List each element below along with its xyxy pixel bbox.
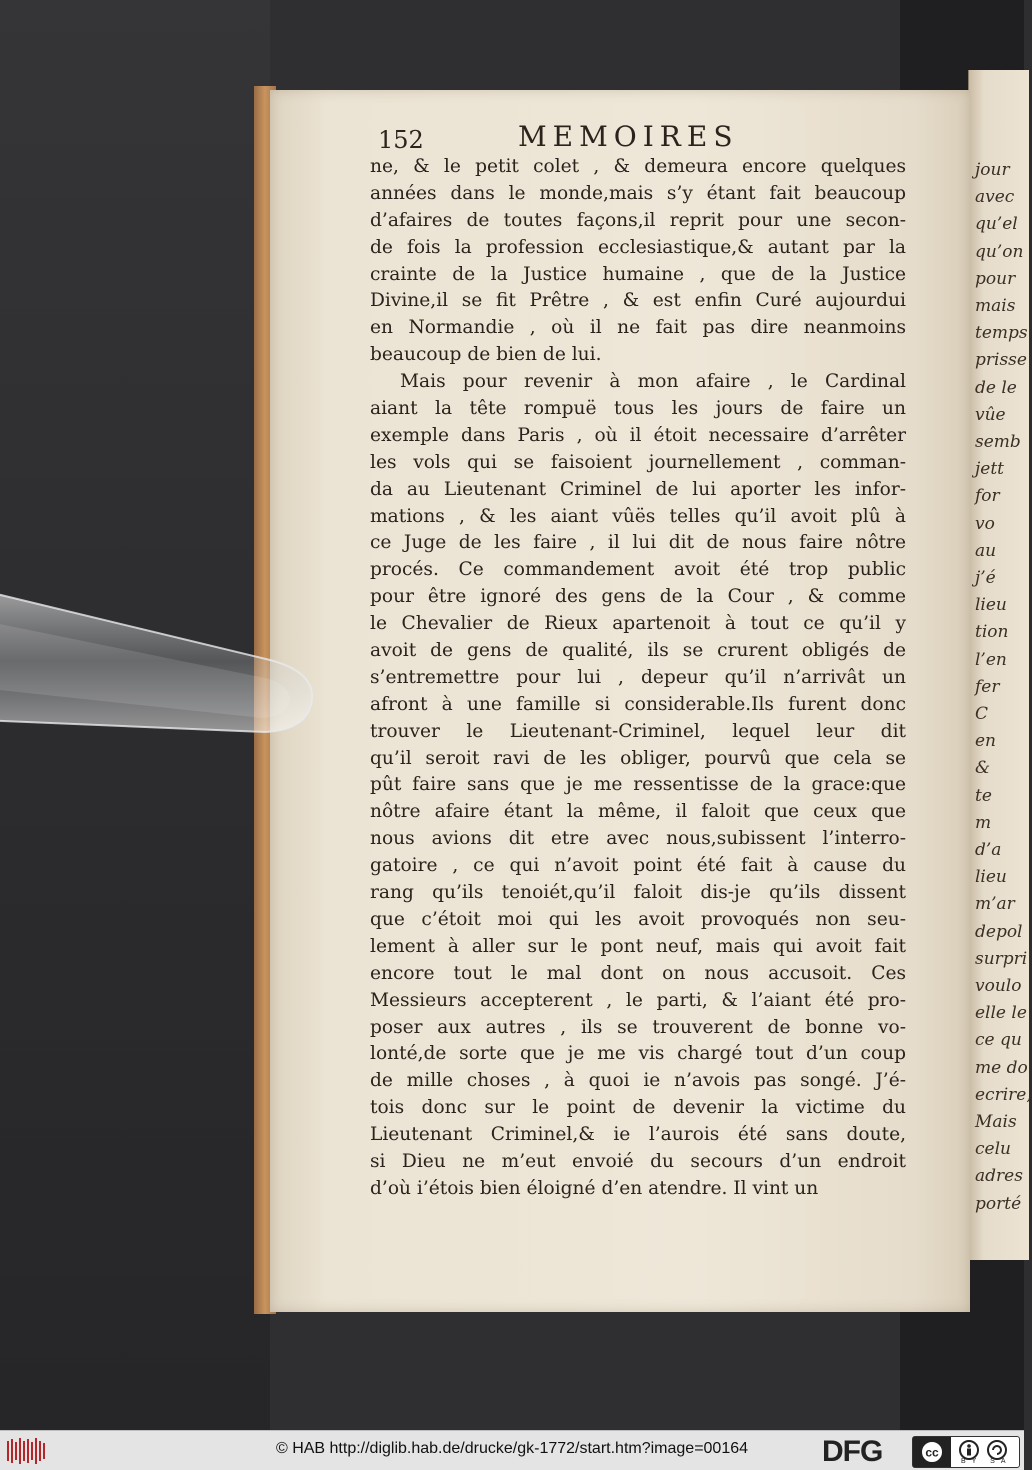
text-line: de mille choses , à quoi ie n’avois pas songé. J’é- — [370, 1070, 906, 1092]
facing-text-fragment: qu’el — [975, 214, 1018, 235]
facing-text-fragment: fer — [975, 676, 1000, 697]
text-line: procés. Ce commandement avoit été trop public — [370, 559, 906, 581]
book-page — [270, 90, 970, 1312]
footer-bar — [0, 1430, 1024, 1470]
text-line: tois donc sur le point de devenir la victime du — [370, 1097, 906, 1119]
text-line: beaucoup de bien de lui. — [370, 344, 602, 366]
svg-text:cc: cc — [925, 1445, 939, 1460]
text-line: Lieutenant Criminel,& ie l’aurois été sans doute, — [370, 1124, 906, 1146]
facing-text-fragment: Mais — [975, 1112, 1017, 1132]
text-line: d’où i’étois bien éloigné d’en atendre. Il vint un — [370, 1177, 819, 1199]
license-label: BY SA — [961, 1458, 1012, 1465]
text-line: ce Juge de les faire , il lui dit de nous faire nôtre — [370, 532, 906, 554]
facing-text-fragment: pour — [975, 268, 1016, 289]
text-line: en Normandie , où il ne fait pas dire neanmoins — [370, 317, 906, 339]
dfg-logo: DFG — [822, 1435, 883, 1468]
facing-text-fragment: voulo — [975, 976, 1022, 996]
text-line: trouver le Lieutenant-Criminel, lequel leur dit — [370, 720, 906, 742]
text-line: gatoire , ce qui n’avoit point été fait à cause du — [370, 855, 906, 877]
text-line: si Dieu ne m’eut envoié du secours d’un endroit — [370, 1150, 906, 1172]
text-line: mations , & les aiant vûës telles qu’il avoit plû à — [370, 505, 906, 527]
facing-text-fragment: me do — [975, 1057, 1028, 1078]
page-header — [378, 120, 938, 156]
facing-text-fragment: mais — [975, 296, 1016, 316]
text-line: Mais pour revenir à mon afaire , le Cardinal — [400, 371, 906, 393]
facing-text-fragment: depol — [975, 921, 1023, 942]
facing-text-fragment: m’ar — [975, 894, 1015, 915]
facing-text-fragment: qu’on — [975, 241, 1024, 262]
facing-text-fragment: jour — [975, 160, 1010, 180]
text-line: nôtre afaire étant la même, il faloit que ceux que — [370, 801, 906, 823]
facing-text-fragment: vo — [975, 513, 995, 534]
facing-text-fragment: & — [975, 758, 991, 779]
text-line: lonté,de sorte que je me vis chargé tout d’un coup — [370, 1043, 906, 1065]
facing-text-fragment: adres — [975, 1166, 1023, 1187]
facing-text-fragment: m — [975, 812, 992, 833]
cc-license-badge[interactable] — [912, 1436, 1020, 1468]
text-line: qu’il seroit ravi de les obliger, pourvû que cela se — [370, 747, 906, 769]
background-cloth — [0, 0, 270, 1430]
text-line: exemple dans Paris , où il étoit necessaire d’arrêter — [370, 424, 906, 446]
footer-credit-link[interactable]: © HAB http://diglib.hab.de/drucke/gk-1772/start.htm?image=00164 — [275, 1440, 749, 1457]
text-line: s’entremettre pour lui , depeur qu’il n’arrivât un — [370, 666, 906, 688]
text-line: rang qu’ils tenoiét,qu’il faloit dis-je qu’ils dissent — [370, 882, 906, 904]
page-number: 152 — [378, 126, 424, 154]
facing-text-fragment: C — [975, 704, 989, 724]
text-line: avoit de gens de qualité, ils se crurent obligés de — [370, 640, 906, 662]
facing-text-fragment: celu — [975, 1139, 1011, 1160]
facing-text-fragment: te — [975, 785, 992, 806]
facing-text-fragment: for — [975, 486, 1000, 507]
text-line: crainte de la Justice humaine , que de la Justice — [370, 263, 906, 285]
facing-text-fragment: porté — [975, 1193, 1022, 1214]
text-line: encore tout le mal dont on nous accusoit. Ces — [370, 962, 906, 984]
facing-page — [968, 70, 1032, 1260]
text-line: Messieurs accepterent , le parti, & l’aiant été pro- — [370, 989, 906, 1011]
text-line: ne, & le petit colet , & demeura encore quelques — [370, 156, 906, 177]
text-line: nous avions dit etre avec nous,subissent l’interro- — [370, 828, 906, 850]
text-line: lement à aller sur le pont neuf, mais qui avoit fait — [370, 935, 906, 957]
facing-text-fragment: tion — [975, 622, 1009, 643]
facing-text-fragment: jett — [975, 459, 1004, 480]
facing-text-fragment: elle le — [975, 1003, 1027, 1024]
facing-text-fragment: ecrire, — [975, 1084, 1032, 1105]
text-line: le Chevalier de Rieux apartenoit à tout ce qu’il y — [370, 613, 906, 635]
text-line: que c’étoit moi qui les avoit provoqués non seu- — [370, 908, 906, 930]
text-line: pour être ignoré des gens de la Cour , & comme — [370, 586, 906, 608]
facing-text-fragment: d’a — [975, 840, 1002, 860]
page-body-text — [370, 154, 906, 1203]
facing-text-fragment: l’en — [975, 649, 1007, 670]
facing-text-fragment: lieu — [975, 867, 1007, 888]
text-line: années dans le monde,mais s’y étant fait beaucoup — [370, 182, 906, 204]
facing-text-fragment: au — [975, 540, 997, 561]
facing-text-fragment: j’é — [975, 568, 996, 588]
text-line: poser aux autres , ils se trouverent de bonne vo- — [370, 1016, 906, 1038]
facing-text-fragment: prisse — [975, 350, 1027, 371]
facing-text-fragment: en — [975, 731, 997, 752]
text-line: de fois la profession ecclesiastique,& autant par la — [370, 236, 906, 258]
facing-text-fragment: surpri — [975, 948, 1028, 969]
text-line: les vols qui se faisoient journellement , comman- — [370, 451, 906, 473]
facing-text-fragment: de le — [975, 377, 1017, 398]
text-line: da au Lieutenant Criminel de lui aporter les infor- — [370, 478, 906, 500]
text-line: Divine,il se fit Prêtre , & est enfin Curé aujourdui — [370, 290, 906, 312]
running-title: MEMOIRES — [518, 120, 739, 153]
facing-text-fragment: temps — [975, 323, 1028, 344]
text-line: pût faire sans que je me ressentisse de la grace:que — [370, 774, 906, 796]
facing-text-fragment: lieu — [975, 595, 1007, 616]
text-line: aiant la tête rompuë tous les jours de faire un — [370, 398, 906, 420]
facing-text-fragment: ce qu — [975, 1030, 1022, 1051]
facing-text-fragment: avec — [975, 187, 1015, 208]
facing-text-fragment: semb — [975, 432, 1021, 452]
facing-text-fragment: vûe — [975, 404, 1006, 425]
text-line: afront à une famille si considerable.Ils furent donc — [370, 693, 906, 715]
text-line: d’afaires de toutes façons,il reprit pour une secon- — [370, 209, 906, 231]
